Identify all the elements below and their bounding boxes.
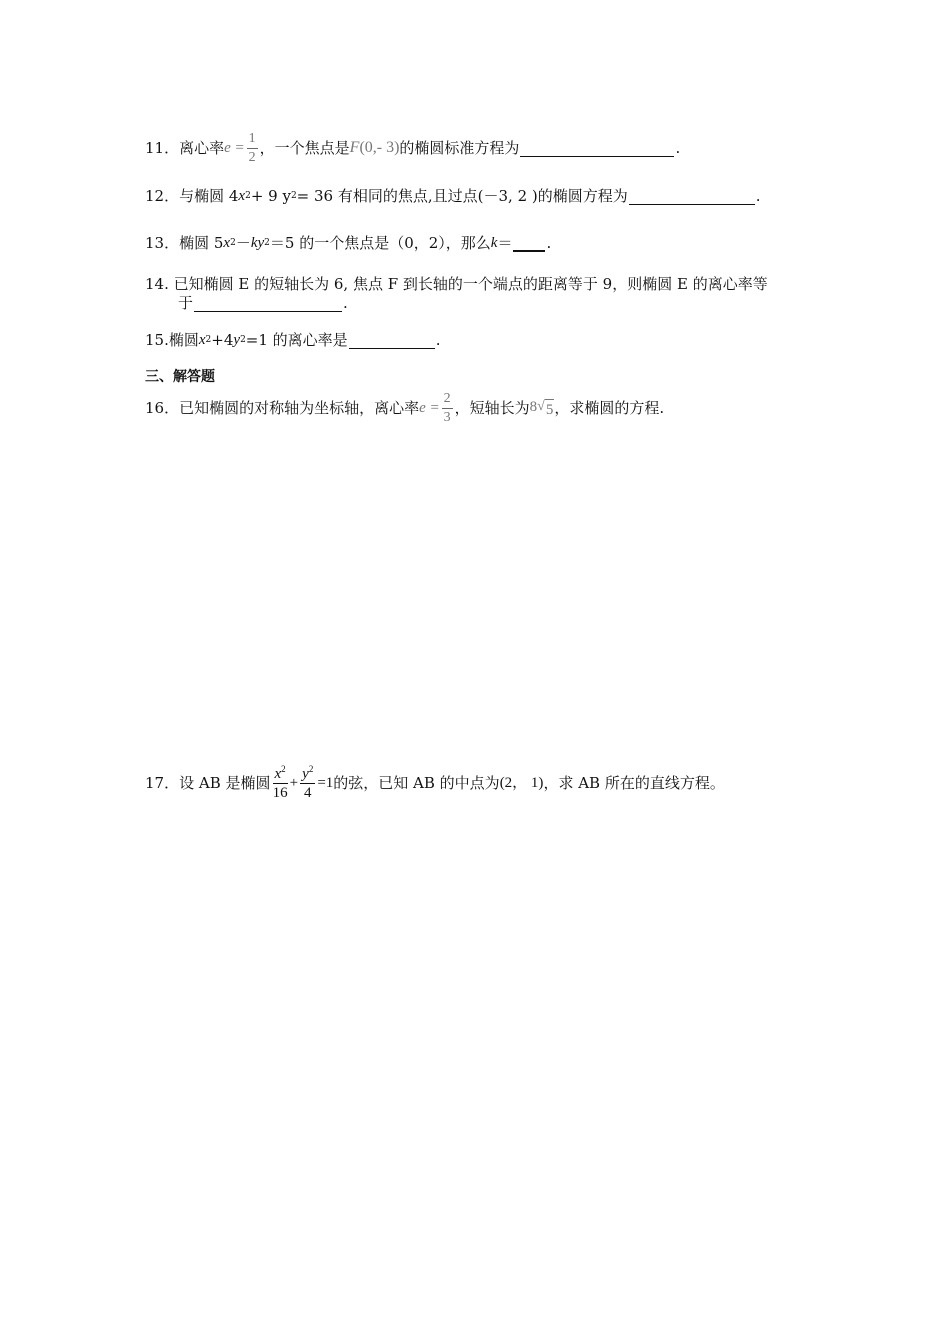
question-text: 离心率 xyxy=(179,139,225,157)
fraction-denominator: 16 xyxy=(272,784,288,801)
question-text: =1 的离心率是 xyxy=(245,331,348,349)
question-text: ＝5 的一个焦点是（0，2），那么 xyxy=(269,234,491,252)
question-text: 的弦，已知 AB 的中点为 xyxy=(333,774,500,792)
question-text: + 9 y xyxy=(250,187,291,205)
period: . xyxy=(435,331,441,349)
variable-x: x xyxy=(238,188,246,204)
eccentricity-fraction xyxy=(442,391,453,426)
question-15: 15.椭圆 x 2 +4 y 2 =1 的离心率是 . xyxy=(145,331,441,349)
ellipse-fraction-y xyxy=(300,763,315,801)
variable-x: x xyxy=(198,332,206,348)
fraction-numerator: $y^2$ xyxy=(302,763,314,782)
question-text: ，求椭圆的方程. xyxy=(554,399,665,417)
question-text: = 36 有相同的焦点,且过点(－3, 2 )的椭圆方程为 xyxy=(296,187,628,205)
question-number: 16． xyxy=(145,399,180,417)
sqrt-icon: √ xyxy=(537,398,545,414)
section-heading xyxy=(145,367,815,387)
question-number: 12． xyxy=(145,187,180,205)
question-number: 13． xyxy=(145,234,180,252)
question-text: 于 xyxy=(178,294,194,312)
question-text: 的椭圆标准方程为 xyxy=(399,139,520,157)
answer-blank[interactable] xyxy=(513,234,545,252)
answer-blank[interactable] xyxy=(520,140,674,157)
question-text: ＝ xyxy=(497,234,513,252)
fraction-denominator: 3 xyxy=(443,409,451,425)
focus-label: F xyxy=(349,139,360,156)
fraction-numerator: $x^2$ xyxy=(274,763,286,782)
question-text: 与椭圆 4 xyxy=(179,187,239,205)
plus-sign: + xyxy=(289,775,299,791)
question-12: 12． 与椭圆 4 x 2 + 9 y 2 = 36 有相同的焦点,且过点(－3, 2 )的椭圆方程为 . xyxy=(145,187,761,205)
period: . xyxy=(675,139,681,157)
question-text: +4 xyxy=(211,331,234,349)
period: . xyxy=(546,234,552,252)
fraction-denominator: 4 xyxy=(303,784,312,801)
question-text: 14. 已知椭圆 E 的短轴长为 6, 焦点 F 到长轴的一个端点的距离等于 9，则椭圆 E 的离心率等 xyxy=(145,275,768,293)
answer-blank[interactable] xyxy=(629,188,755,205)
eccentricity-symbol: e = xyxy=(419,400,440,416)
variable-y: y xyxy=(233,332,241,348)
eccentricity-fraction xyxy=(247,131,258,166)
period: . xyxy=(755,187,761,205)
fraction-numerator: 2 xyxy=(442,391,453,409)
answer-blank[interactable] xyxy=(349,332,435,349)
midpoint-coordinates: (2， 1) xyxy=(499,775,544,791)
question-text: ，求 AB 所在的直线方程。 xyxy=(543,774,725,792)
variable-ky: ky xyxy=(250,235,265,251)
question-text: 已知椭圆的对称轴为坐标轴，离心率 xyxy=(179,399,420,417)
variable-k: k xyxy=(490,235,498,251)
focus-coordinates: (0,- 3) xyxy=(359,139,400,156)
section-title: 三、解答题 xyxy=(145,369,215,385)
question-13: 13． 椭圆 5 x 2 － ky 2 ＝5 的一个焦点是（0，2），那么 k ＝ . xyxy=(145,234,552,252)
question-14-line-1 xyxy=(145,274,815,294)
question-number: 11． xyxy=(145,139,180,157)
question-text: 椭圆 5 xyxy=(179,234,224,252)
ellipse-fraction-x xyxy=(272,763,288,801)
question-number: 17． xyxy=(145,774,180,792)
question-text: ，一个焦点是 xyxy=(259,139,350,157)
fraction-numerator: 1 xyxy=(247,131,258,149)
radicand: 5 xyxy=(545,399,555,420)
period: . xyxy=(343,294,348,312)
question-text: 15.椭圆 xyxy=(145,331,199,349)
coefficient: 8 xyxy=(529,398,538,415)
answer-blank[interactable] xyxy=(194,295,342,312)
question-11 xyxy=(145,128,815,168)
question-text: ，短轴长为 xyxy=(454,399,530,417)
question-17 xyxy=(145,760,815,806)
variable-x: x xyxy=(223,235,231,251)
fraction-denominator: 2 xyxy=(248,149,256,165)
minor-axis-value xyxy=(530,397,555,420)
question-text: － xyxy=(235,234,251,252)
question-text: 设 AB 是椭圆 xyxy=(179,774,271,792)
question-16 xyxy=(145,388,815,428)
eccentricity-symbol: e = xyxy=(224,140,245,156)
equals-one: =1 xyxy=(317,775,334,791)
question-14-line-2 xyxy=(178,293,848,313)
